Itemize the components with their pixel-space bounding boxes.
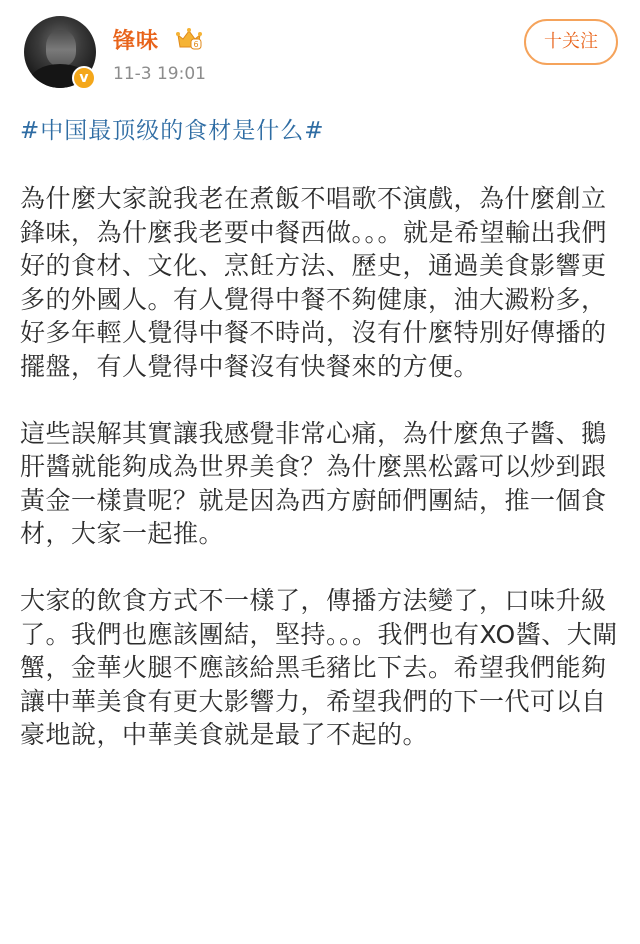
vip-crown-icon [175,27,203,51]
post-paragraph: 大家的飲食方式不一樣了，傳播方法變了，口味升級了。我們也應該團結，堅持。。。我們也有XO醬、大閘蟹，金華火腿不應該給黑毛豬比下去。希望我們能夠讓中華美食有更大影響力，希望我們的下一代可以自豪地說，中華美食就是最了不起的。 [20,586,618,749]
post-paragraph: 這些誤解其實讓我感覺非常心痛，為什麼魚子醬、鵝肝醬就能夠成為世界美食？為什麼黑松露可以炒到跟黃金一樣貴呢？就是因為西方廚師們團結，推一個食材，大家一起推。 [20,418,607,548]
post-paragraph: 為什麼大家說我老在煮飯不唱歌不演戲，為什麼創立鋒味，為什麼我老要中餐西做。。。就是希望輸出我們好的食材、文化、烹飪方法、歷史，通過美食影響更多的外國人。有人覺得中餐不夠健康，油大澱粉多，好多年輕人覺得中餐不時尚，沒有什麼特別好傳播的擺盤，有人覺得中餐沒有快餐來的方便。 [20,184,608,381]
verified-v-icon: v [72,66,96,90]
post-timestamp: 11-3 19:01 [113,64,206,84]
post-body [20,182,620,752]
avatar-face [46,30,76,66]
svg-text:6: 6 [193,40,199,49]
author-name[interactable]: 锋味 [113,29,160,54]
topic-hashtag[interactable]: #中国最顶级的食材是什么# [20,118,325,144]
follow-button[interactable]: 十关注 [524,19,618,65]
post-header [0,0,640,100]
